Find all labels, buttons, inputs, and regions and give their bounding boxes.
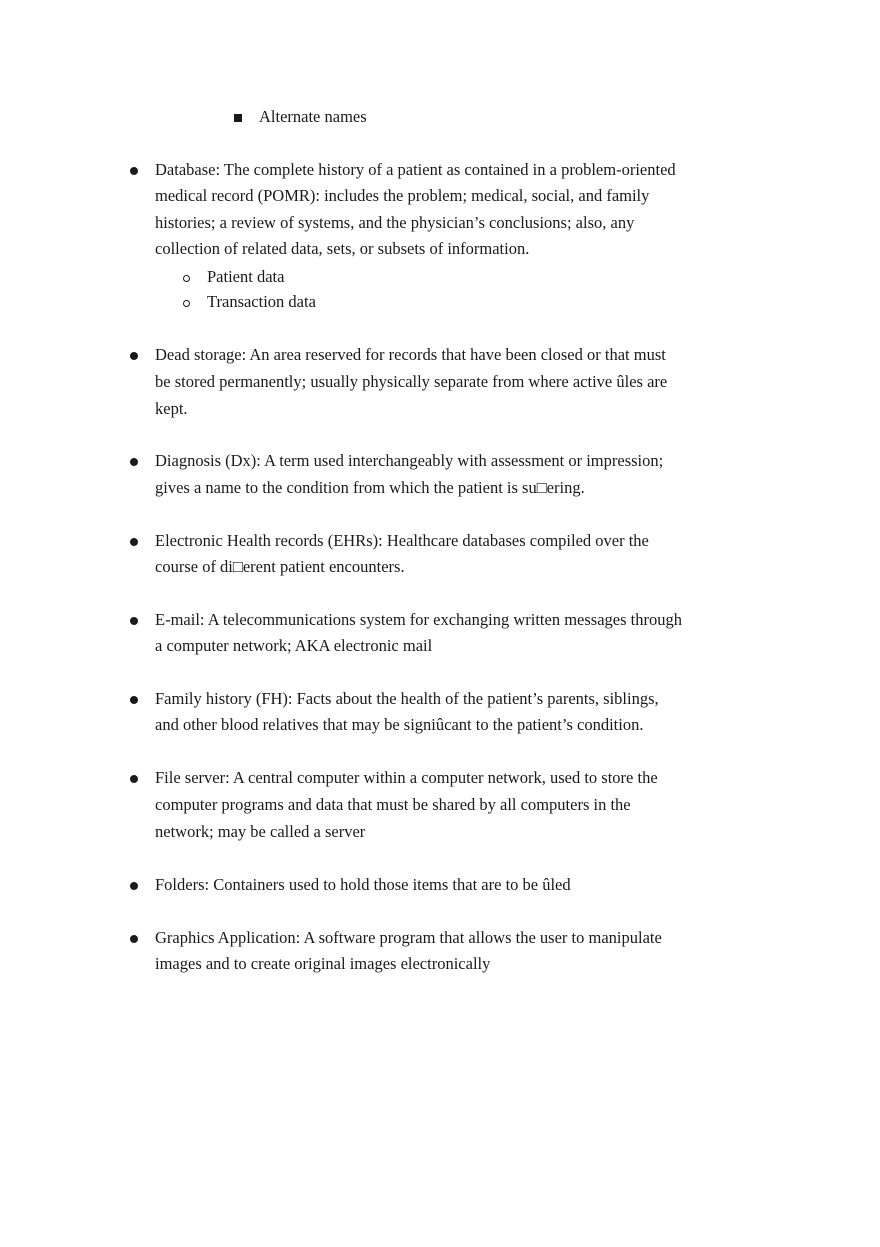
bullet-icon — [127, 160, 141, 180]
bullet-icon — [127, 610, 141, 630]
bullet-icon — [127, 451, 141, 471]
bullet-icon — [127, 928, 141, 948]
bullet-icon — [127, 689, 141, 709]
entry-database-line: Database: The complete history of a patient as contained in a problem-oriented — [155, 160, 676, 179]
entry-graphics-application-line: images and to create original images electronically — [155, 954, 491, 973]
entry-database-line: collection of related data, sets, or subsets of information. — [155, 239, 530, 258]
bullet-icon — [127, 768, 141, 788]
entry-file-server-line: File server: A central computer within a computer network, used to store the — [155, 768, 658, 787]
list-item-alternate-names: Alternate names — [259, 107, 367, 126]
square-bullet-icon — [231, 107, 245, 127]
entry-dead-storage-line: kept. — [155, 399, 188, 418]
circle-bullet-icon — [179, 292, 193, 312]
entry-database-line: medical record (POMR): includes the problem; medical, social, and family — [155, 186, 650, 205]
subitem-transaction-data: Transaction data — [207, 292, 316, 311]
entry-folders-line: Folders: Containers used to hold those items that are to be ûled — [155, 875, 571, 894]
entry-ehr-line: Electronic Health records (EHRs): Healthcare databases compiled over the — [155, 531, 649, 550]
entry-file-server-line: computer programs and data that must be shared by all computers in the — [155, 795, 631, 814]
entry-database-line: histories; a review of systems, and the physician’s conclusions; also, any — [155, 213, 635, 232]
entry-family-history-line: and other blood relatives that may be signiûcant to the patient’s condition. — [155, 715, 644, 734]
entry-email-line: E-mail: A telecommunications system for exchanging written messages through — [155, 610, 682, 629]
bullet-icon — [127, 531, 141, 551]
entry-ehr-line: course of di□erent patient encounters. — [155, 557, 405, 576]
entry-diagnosis-line: gives a name to the condition from which the patient is su□ering. — [155, 478, 585, 497]
entry-file-server-line: network; may be called a server — [155, 822, 366, 841]
entry-email-line: a computer network; AKA electronic mail — [155, 636, 433, 655]
entry-family-history-line: Family history (FH): Facts about the health of the patient’s parents, siblings, — [155, 689, 659, 708]
entry-graphics-application-line: Graphics Application: A software program that allows the user to manipulate — [155, 928, 662, 947]
subitem-patient-data: Patient data — [207, 267, 285, 286]
entry-diagnosis-line: Diagnosis (Dx): A term used interchangeably with assessment or impression; — [155, 451, 664, 470]
bullet-icon — [127, 875, 141, 895]
circle-bullet-icon — [179, 267, 193, 287]
bullet-icon — [127, 345, 141, 365]
entry-dead-storage-line: Dead storage: An area reserved for records that have been closed or that must — [155, 345, 666, 364]
entry-dead-storage-line: be stored permanently; usually physically separate from where active ûles are — [155, 372, 668, 391]
